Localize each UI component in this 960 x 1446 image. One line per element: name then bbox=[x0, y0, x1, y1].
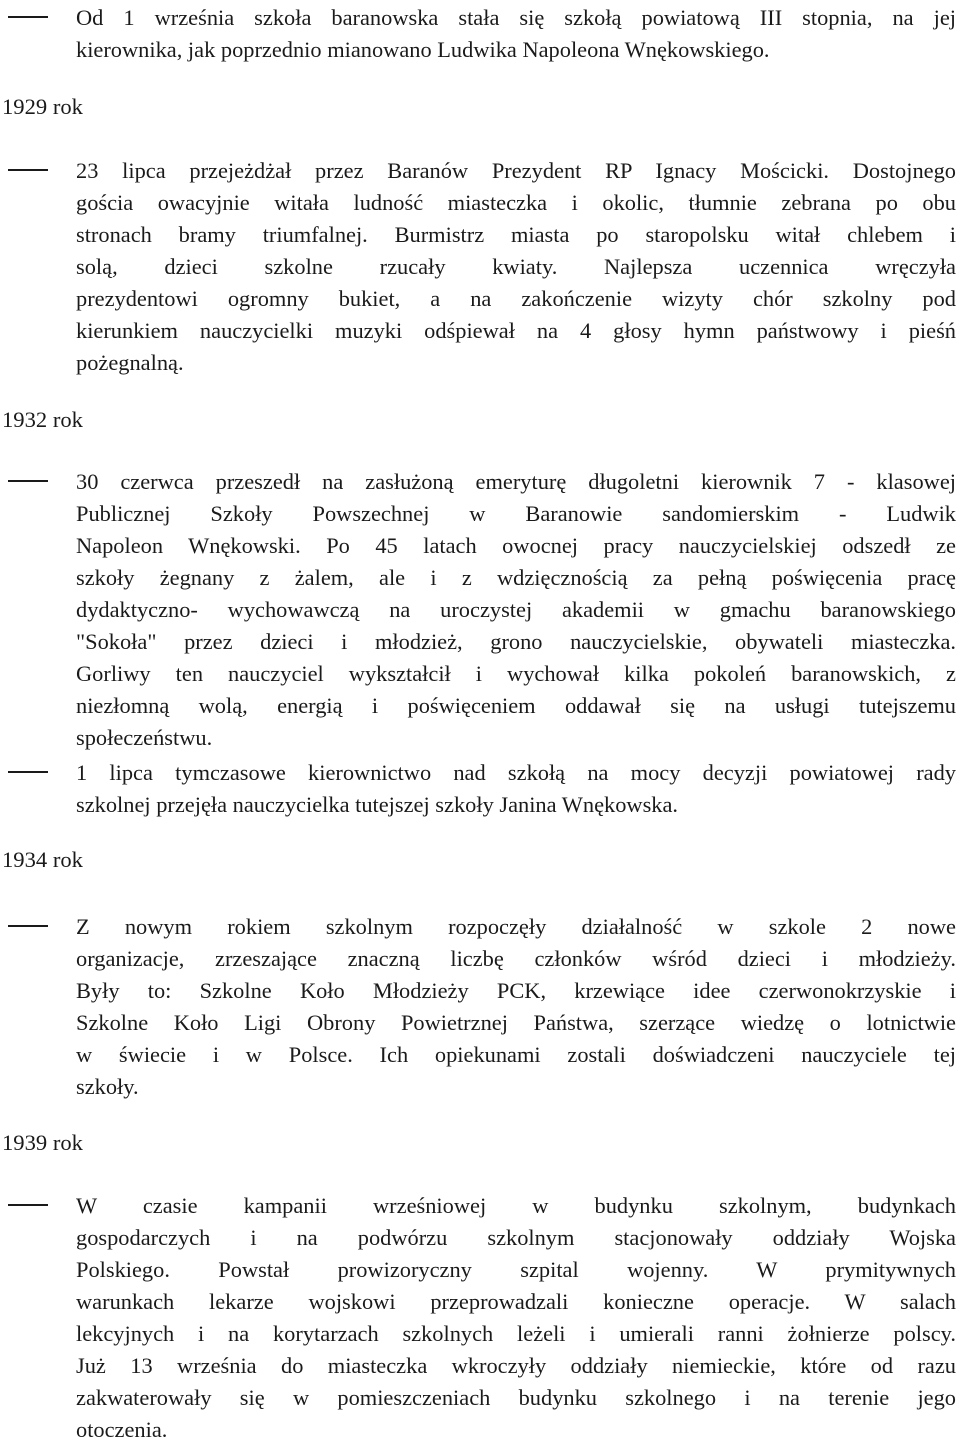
year-heading: 1929 rok bbox=[2, 94, 83, 119]
entry-paragraph bbox=[76, 1190, 956, 1446]
text-line: solą, dzieci szkolne rzucały kwiaty. Najlepsza uczennica wręczyła bbox=[76, 254, 956, 279]
text-line: Polskiego. Powstał prowizoryczny szpital wojenny. W prymitywnych bbox=[76, 1257, 956, 1282]
text-line: Były to: Szkolne Koło Młodzieży PCK, krzewiące idee czerwonokrzyskie i bbox=[76, 978, 956, 1003]
text-line: zakwaterowały się w pomieszczeniach budynku szkolnego i na terenie jego bbox=[76, 1385, 956, 1410]
text-line: w świecie i w Polsce. Ich opiekunami zostali doświadczeni nauczyciele tej bbox=[76, 1042, 956, 1067]
text-line: szkolnej przejęła nauczycielka tutejszej szkoły Janina Wnękowska. bbox=[76, 792, 679, 817]
text-line: gościa owacyjnie witała ludność miasteczka i okolic, tłumnie zebrana po obu bbox=[76, 190, 956, 215]
text-line: szkoły. bbox=[76, 1074, 139, 1099]
text-line: Publicznej Szkoły Powszechnej w Baranowie sandomierskim - Ludwik bbox=[76, 501, 956, 526]
bullet-dash bbox=[8, 169, 48, 171]
bullet-dash bbox=[8, 771, 48, 773]
entry-paragraph bbox=[76, 757, 956, 821]
year-heading: 1939 rok bbox=[2, 1130, 83, 1155]
text-line: kierownika, jak poprzednio mianowano Ludwika Napoleona Wnękowskiego. bbox=[76, 37, 770, 62]
text-line: 1 lipca tymczasowe kierownictwo nad szkołą na mocy decyzji powiatowej rady bbox=[76, 760, 956, 785]
text-line: lekcyjnych i na korytarzach szkolnych leżeli i umierali ranni żołnierze polscy. bbox=[76, 1321, 956, 1346]
year-heading: 1934 rok bbox=[2, 847, 83, 872]
text-line: szkoły żegnany z żalem, ale i z wdzięcznością za pełną poświęcenia pracę bbox=[76, 565, 956, 590]
text-line: organizacje, zrzeszające znaczną liczbę członków wśród dzieci i młodzieży. bbox=[76, 946, 956, 971]
text-line: kierunkiem nauczycielki muzyki odśpiewał na 4 głosy hymn państwowy i pieśń bbox=[76, 318, 956, 343]
entry-paragraph bbox=[76, 466, 956, 754]
text-line: pożegnalną. bbox=[76, 350, 184, 375]
bullet-dash bbox=[8, 1204, 48, 1206]
text-line: otoczenia. bbox=[76, 1417, 168, 1442]
entry-paragraph bbox=[76, 155, 956, 379]
text-line: Napoleon Wnękowski. Po 45 latach owocnej pracy nauczycielskiej odszedł ze bbox=[76, 533, 956, 558]
text-line: prezydentowi ogromny bukiet, a na zakończenie wizyty chór szkolny pod bbox=[76, 286, 956, 311]
text-line: Już 13 września do miasteczka wkroczyły oddziały niemieckie, które od razu bbox=[76, 1353, 956, 1378]
text-line: Od 1 września szkoła baranowska stała się szkołą powiatową III stopnia, na jej bbox=[76, 5, 956, 30]
year-heading: 1932 rok bbox=[2, 407, 83, 432]
bullet-dash bbox=[8, 925, 48, 927]
entry-paragraph bbox=[76, 911, 956, 1103]
text-line: Szkolne Koło Ligi Obrony Powietrznej Państwa, szerzące wiedzę o lotnictwie bbox=[76, 1010, 956, 1035]
entry-paragraph bbox=[76, 2, 956, 66]
text-line: 30 czerwca przeszedł na zasłużoną emeryturę długoletni kierownik 7 - klasowej bbox=[76, 469, 956, 494]
text-line: Gorliwy ten nauczyciel wykształcił i wychował kilka pokoleń baranowskich, z bbox=[76, 661, 956, 686]
bullet-dash bbox=[8, 480, 48, 482]
text-line: społeczeństwu. bbox=[76, 725, 213, 750]
text-line: warunkach lekarze wojskowi przeprowadzali konieczne operacje. W salach bbox=[76, 1289, 956, 1314]
text-line: dydaktyczno- wychowawczą na uroczystej akademii w gmachu baranowskiego bbox=[76, 597, 956, 622]
text-line: Z nowym rokiem szkolnym rozpoczęły działalność w szkole 2 nowe bbox=[76, 914, 956, 939]
text-line: stronach bramy triumfalnej. Burmistrz miasta po staropolsku witał chlebem i bbox=[76, 222, 956, 247]
text-line: W czasie kampanii wrześniowej w budynku szkolnym, budynkach bbox=[76, 1193, 956, 1218]
text-line: gospodarczych i na podwórzu szkolnym stacjonowały oddziały Wojska bbox=[76, 1225, 956, 1250]
text-line: "Sokoła" przez dzieci i młodzież, grono nauczycielskie, obywateli miasteczka. bbox=[76, 629, 956, 654]
text-line: 23 lipca przejeżdżał przez Baranów Prezydent RP Ignacy Mościcki. Dostojnego bbox=[76, 158, 956, 183]
text-line: niezłomną wolą, energią i poświęceniem oddawał się na usługi tutejszemu bbox=[76, 693, 956, 718]
bullet-dash bbox=[8, 16, 48, 18]
